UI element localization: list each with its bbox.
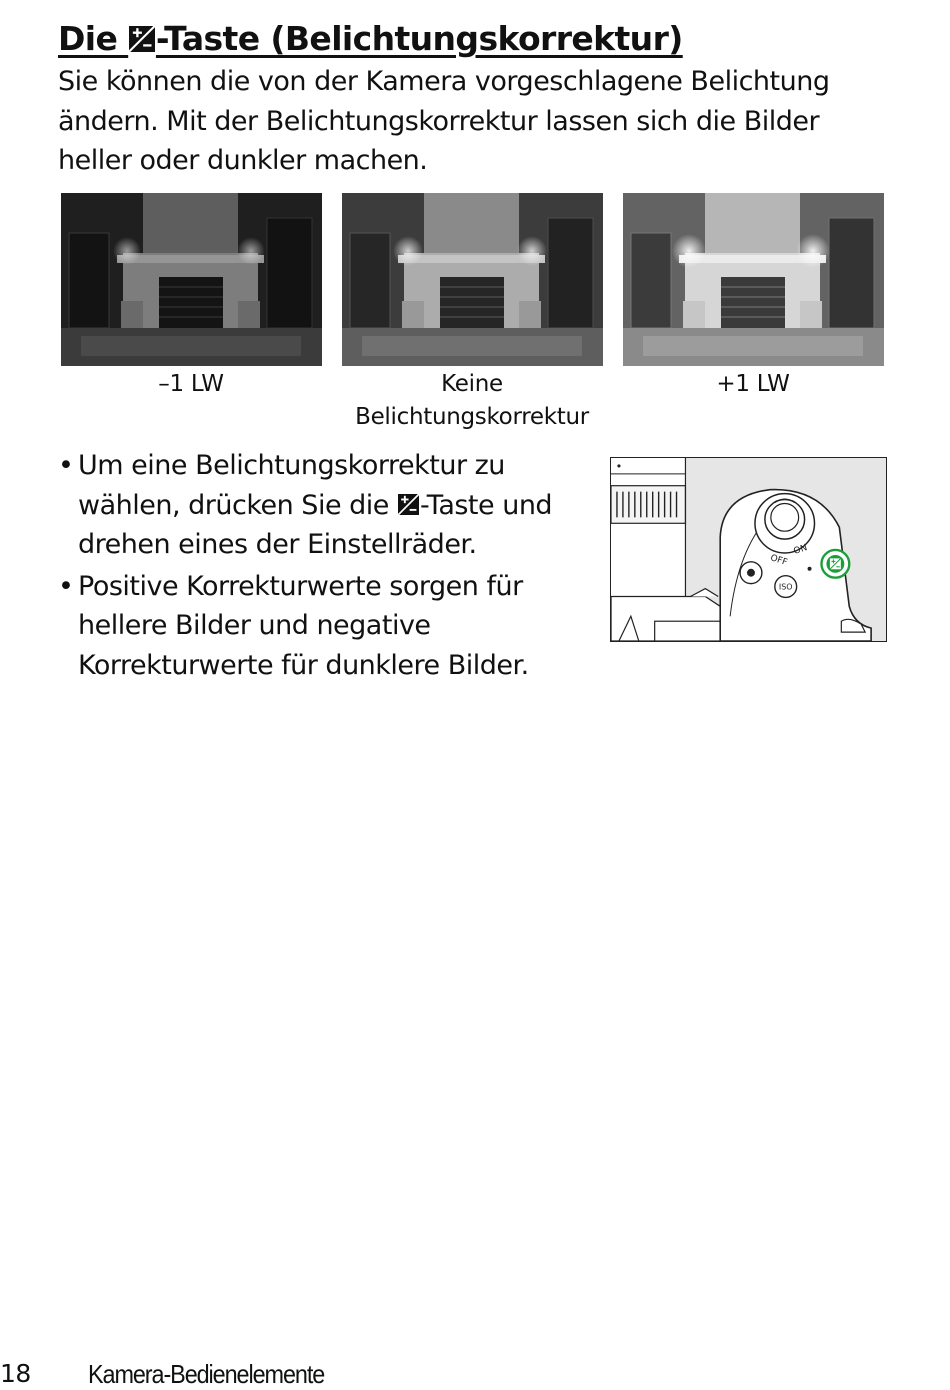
sample-photo-minus-1 (61, 193, 322, 366)
page-title-before: Die (58, 19, 129, 58)
section-name: Kamera-Bedienelemente (88, 1359, 325, 1389)
bullet-dot: • (58, 450, 74, 481)
list-item (58, 446, 578, 565)
switch-on-label: ON (792, 543, 809, 557)
bullet-2-text: Positive Korrekturwerte sorgen für hellere Bilder und negative Korrekturwerte für dunklere Bilder. (78, 570, 529, 681)
bullet-1-after: -Taste und drehen eines der Einstellräder. (78, 489, 553, 560)
exposure-compensation-icon (398, 494, 419, 515)
sample-photo-plus-1 (623, 193, 884, 366)
switch-off-label: OFF (768, 553, 789, 569)
list-item (58, 567, 578, 686)
caption-plus-1: +1 LW (716, 371, 790, 397)
exposure-compensation-icon (129, 26, 155, 52)
page-number: 18 (0, 1359, 31, 1388)
camera-top-illustration (610, 457, 887, 642)
page-title-text (58, 19, 683, 58)
intro-paragraph: Sie können die von der Kamera vorgeschlagene Belichtung ändern. Mit der Belichtungskorrektur lassen sich die Bilder heller oder dunkler machen. (58, 66, 830, 176)
iso-label: ISO (778, 582, 793, 592)
bullet-list (58, 446, 578, 687)
caption-no-correction: Keine Belichtungskorrektur (355, 371, 589, 430)
page-title-after: -Taste (Belichtungskorrektur) (155, 19, 683, 58)
bullet-1-before: Um eine Belichtungskorrektur zu wählen, drücken Sie die (78, 450, 505, 521)
caption-minus-1: –1 LW (158, 371, 224, 397)
bullet-dot: • (58, 570, 74, 602)
page-title (58, 18, 683, 60)
sample-photo-no-correction (342, 193, 603, 366)
